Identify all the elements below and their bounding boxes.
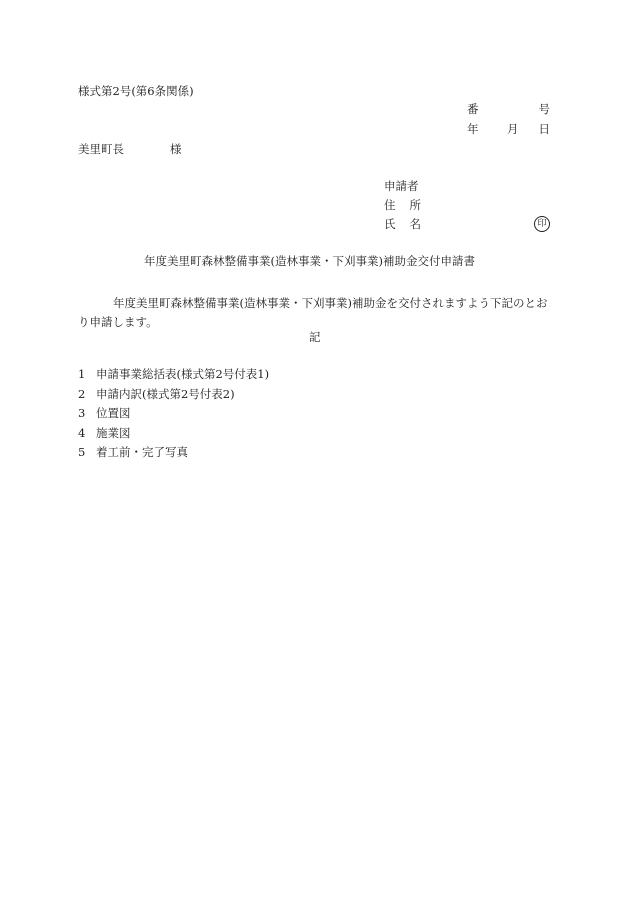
document-number-label-1: 番 xyxy=(467,102,479,116)
name-label-2: 名 xyxy=(409,217,421,231)
list-item-number: 1 xyxy=(78,367,86,381)
list-item-number: 4 xyxy=(78,425,86,440)
list-item-label: 申請内訳(様式第2号付表2) xyxy=(96,386,235,401)
document-number-label-2: 号 xyxy=(538,102,550,116)
list-item-label: 申請事業総括表(様式第2号付表1) xyxy=(96,367,270,381)
addressee xyxy=(78,144,182,156)
list-item-label: 施業図 xyxy=(96,425,131,440)
address-label-2: 所 xyxy=(409,198,421,212)
list-item-number: 3 xyxy=(78,406,86,420)
date-day-label: 日 xyxy=(538,122,550,136)
list-item-number: 5 xyxy=(78,445,86,459)
date-month-label: 月 xyxy=(507,122,519,136)
addressee-name: 美里町長 xyxy=(78,142,124,156)
list-item xyxy=(78,447,269,467)
applicant-heading: 申請者 xyxy=(384,179,419,193)
attachment-list xyxy=(78,369,269,467)
applicant-name-row xyxy=(384,219,550,231)
form-number: 様式第2号(第6条関係) xyxy=(78,84,194,98)
date-year-label: 年 xyxy=(467,122,479,136)
applicant-address-row xyxy=(384,200,421,212)
list-item-label: 位置図 xyxy=(96,406,131,420)
body-paragraph: 年度美里町森林整備事業(造林事業・下刈事業)補助金を交付されますよう下記のとおり申請します。 xyxy=(78,296,548,329)
address-label-1: 住 xyxy=(384,198,396,212)
seal-mark: 印 xyxy=(534,216,550,232)
addressee-honorific: 様 xyxy=(170,142,182,156)
list-item-number: 2 xyxy=(78,386,86,401)
document-title: 年度美里町森林整備事業(造林事業・下刈事業)補助金交付申請書 xyxy=(144,254,475,268)
ki-heading: 記 xyxy=(309,330,321,344)
list-item-label: 着工前・完了写真 xyxy=(96,445,188,459)
name-label-1: 氏 xyxy=(384,217,396,231)
